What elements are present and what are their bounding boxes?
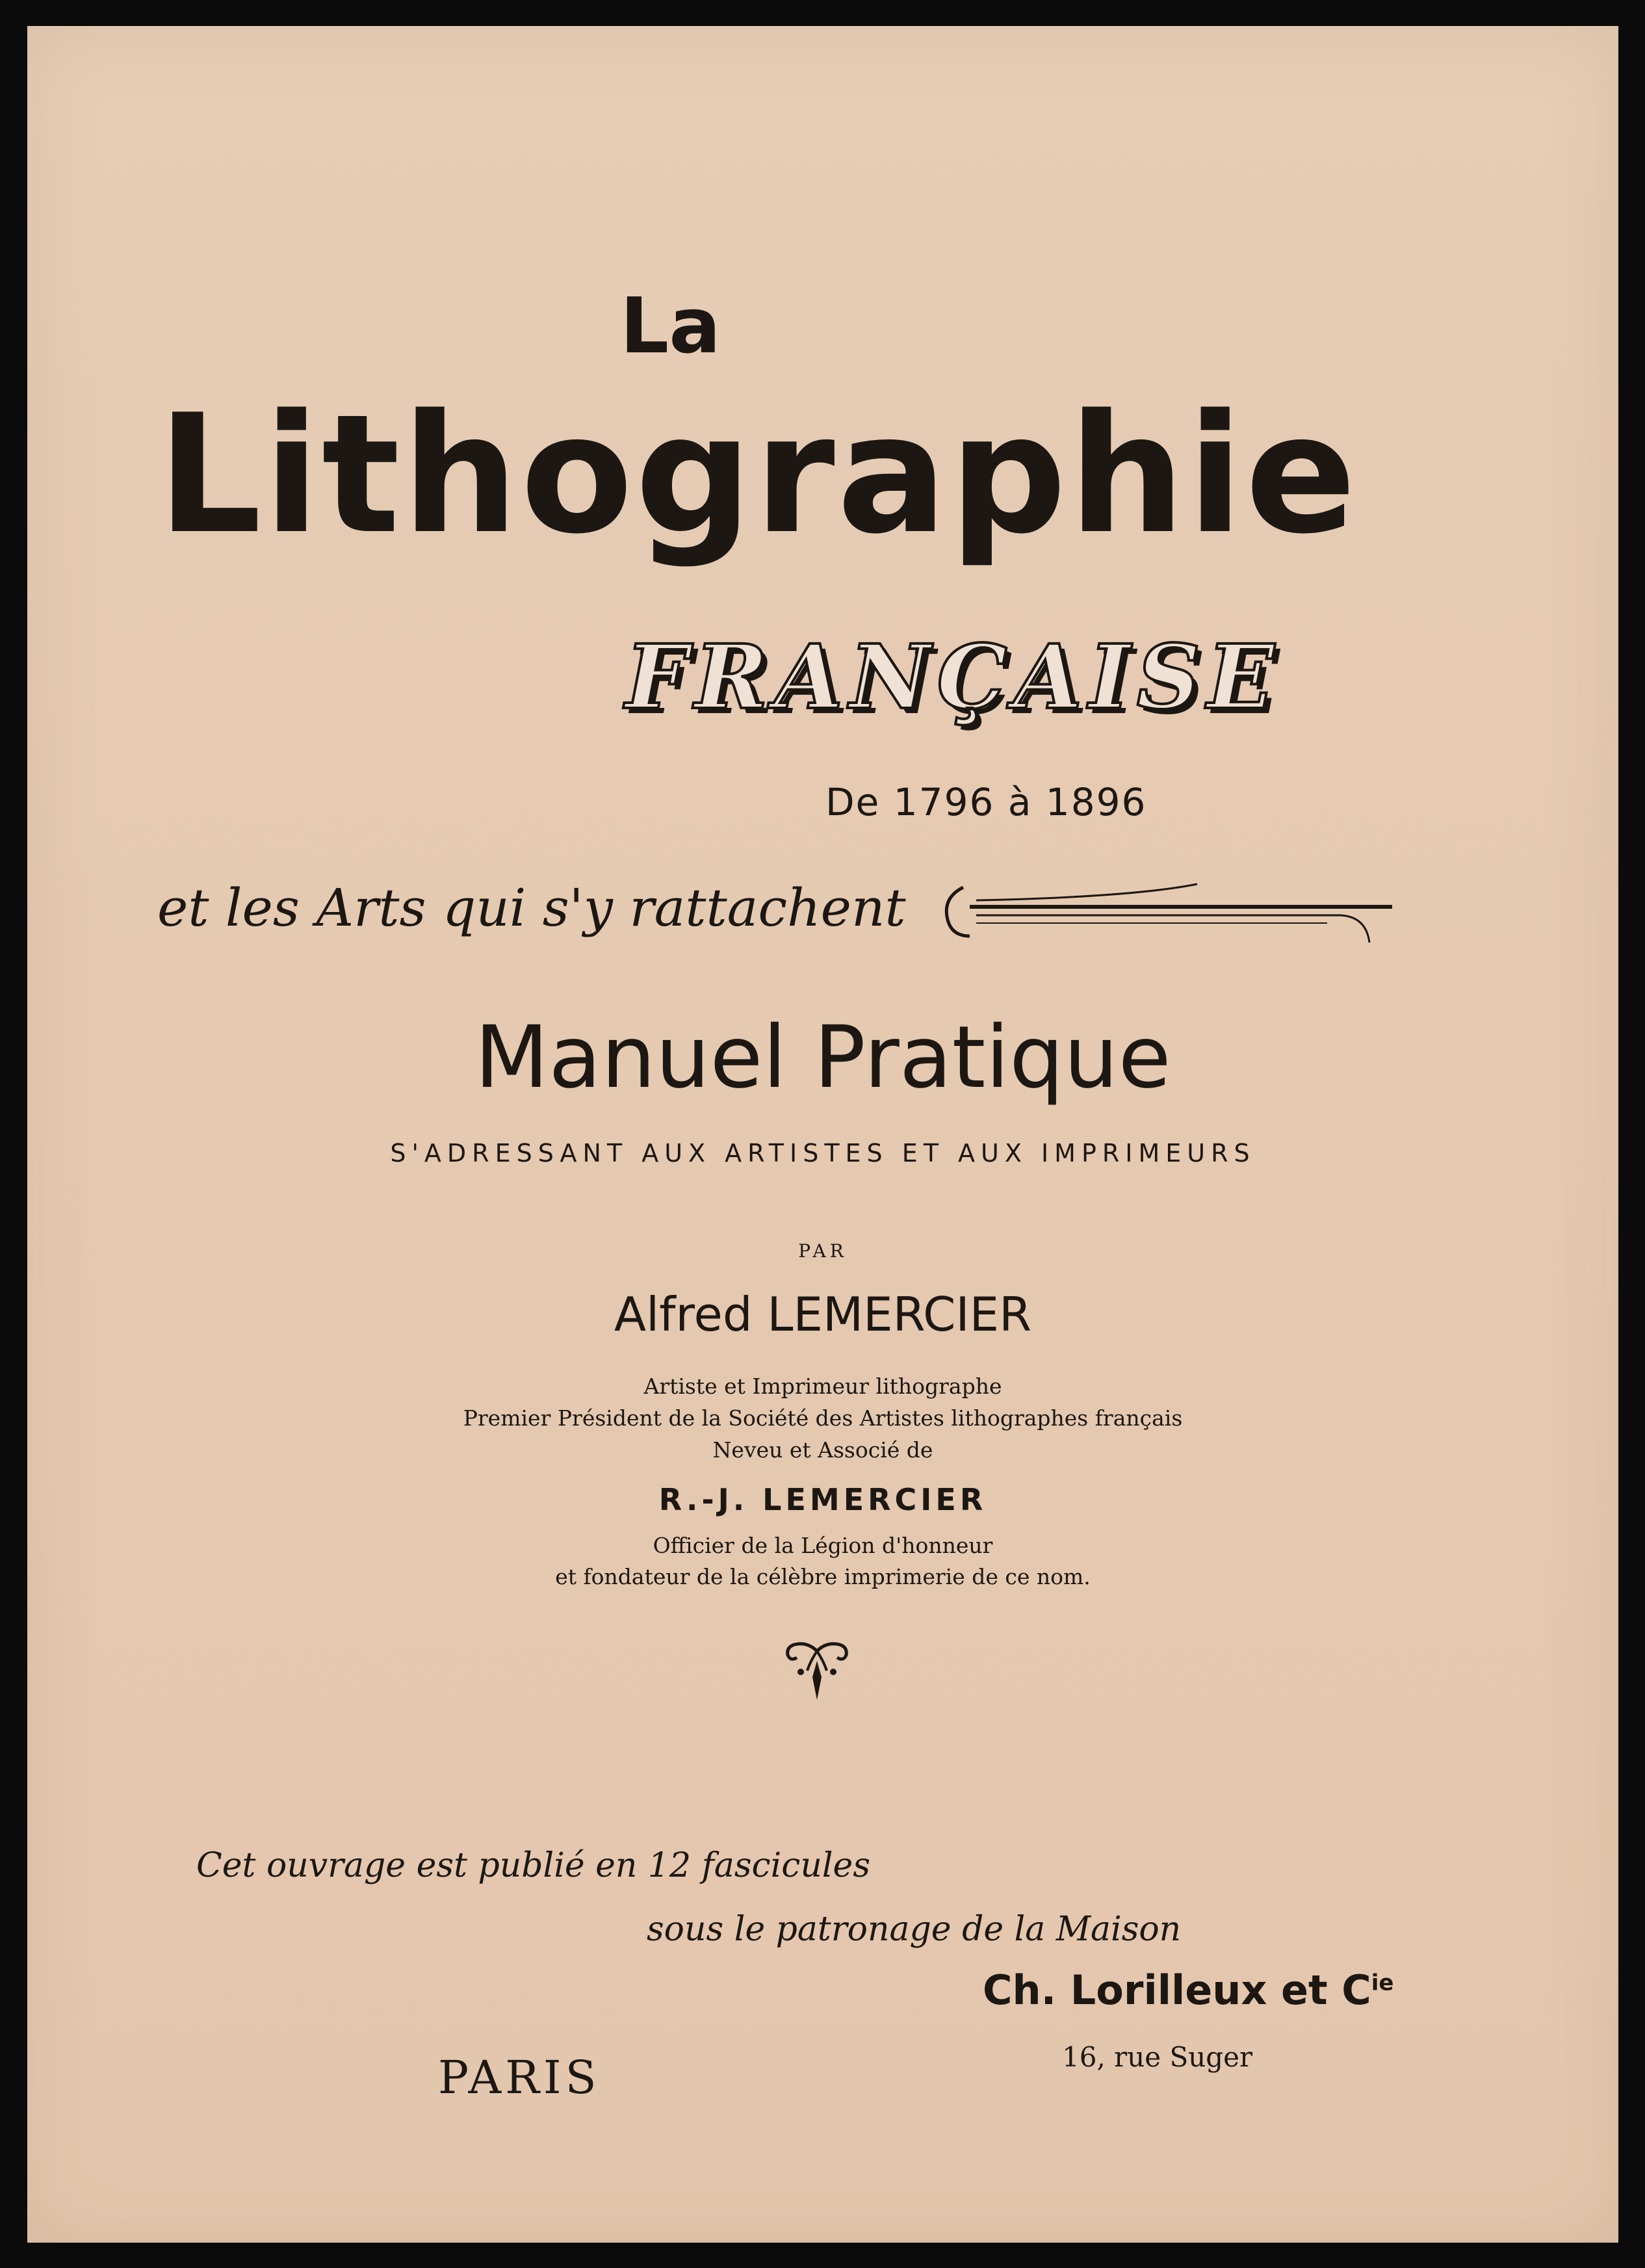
- by-label: PAR: [798, 1240, 848, 1262]
- publisher-sup: ie: [1371, 1970, 1394, 1996]
- date-range: De 1796 à 1896: [825, 780, 1147, 824]
- publication-city: PARIS: [438, 2051, 601, 2104]
- flourish-ornament: [937, 871, 1412, 969]
- publication-note-1: Cet ouvrage est publié en 12 fascicules: [196, 1846, 871, 1885]
- title-page: [27, 26, 1618, 2243]
- author-name: Alfred LEMERCIER: [614, 1287, 1032, 1342]
- title-article: La: [620, 281, 721, 371]
- publisher-address: 16, rue Suger: [1062, 2041, 1253, 2073]
- manual-title: Manuel Pratique: [474, 1008, 1171, 1108]
- relative-title-2: et fondateur de la célèbre imprimerie de ce nom.: [555, 1564, 1091, 1589]
- arts-subtitle: et les Arts qui s'y rattachent: [157, 878, 906, 938]
- publisher-main: Ch. Lorilleux et C: [983, 1966, 1371, 2014]
- author-title-2: Premier Président de la Société des Artistes lithographes français: [463, 1405, 1183, 1431]
- manual-audience: S'ADRESSANT AUX ARTISTES ET AUX IMPRIMEURS: [390, 1139, 1256, 1167]
- fleuron-ornament: [781, 1638, 853, 1703]
- relative-name: R.-J. LEMERCIER: [658, 1482, 987, 1517]
- publisher-name: [983, 1966, 1393, 2014]
- relative-title-1: Officier de la Légion d'honneur: [653, 1533, 993, 1558]
- author-title-3: Neveu et Associé de: [712, 1437, 933, 1463]
- title-adjective: FRANÇAISE: [625, 625, 1281, 729]
- author-title-1: Artiste et Imprimeur lithographe: [643, 1374, 1002, 1399]
- publication-note-2: sous le patronage de la Maison: [647, 1910, 1182, 1949]
- main-title: Lithographie: [157, 380, 1358, 570]
